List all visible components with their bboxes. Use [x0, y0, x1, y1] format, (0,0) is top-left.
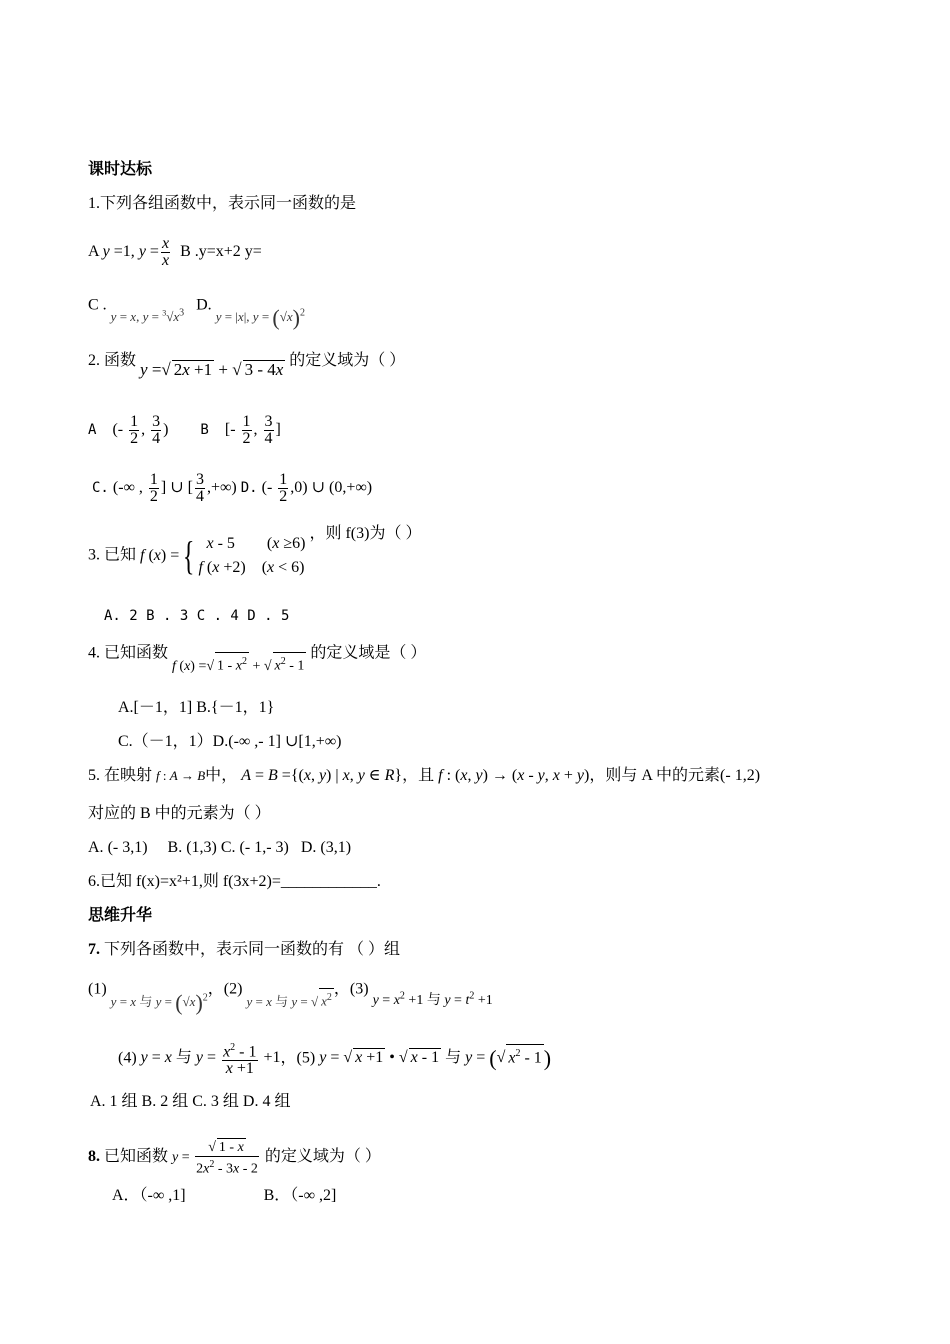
q2-option-b: [- $\frac{1}{2}$ , $\frac{3}{4}$ ] [224, 413, 281, 447]
q2-option-c: (-∞ , $\frac{1}{2}$ ] ∪ [ $\frac{3}{4}$ ,+∞) [112, 471, 237, 505]
q8-function-formula: y = $\frac{√ 1 - x}{2x^2 - 3x - 2}$ [172, 1140, 258, 1177]
q7-item-5-formula: y = √ x +1 • √ x - 1 与 y = (√ $x^2 - 1$) [319, 1045, 552, 1071]
q7-item-3-formula: $y = x^2 +1$ 与 $y = t^2 +1$ [372, 990, 493, 1008]
fraction: $\frac{x}{x}$ [161, 235, 170, 269]
q3-piecewise-formula: f (x) = [140, 547, 180, 564]
question-5-stem: 5. 在映射 f : A → B中， A = B ={(x, y) | x, y ∈ R}，且 f : (x, y) → (x - y, x + y)，则与 A 中的元素(- 1,2) [88, 767, 761, 784]
q2-function-formula: y =√ 2x +1 + √ 3 - 4x [140, 360, 284, 379]
question-2-options-ab: A (- $\frac{1}{2}$ , $\frac{3}{4}$ ) B [- $\frac{1}{2}$ , $\frac{3}{4}$ ] [88, 413, 281, 447]
section-heading-advanced: 思维升华 [88, 907, 153, 924]
q1-option-d-formula: y = |x|, y = (√x)2 [215, 305, 305, 331]
q7-item-4-formula: y = x 与 y = $\frac{x^2 - 1}{x +1}$ +1 [140, 1042, 281, 1078]
question-3-options: A. 2 B . 3 C . 4 D . 5 [104, 608, 290, 624]
q7-item-1-formula: y = x 与 y = (√x)2 [110, 989, 208, 1015]
q1-option-c-formula: y = x, y = 3√x3 [110, 308, 185, 325]
question-5-options: A. (- 3,1) B. (1,3) C. (- 1,- 3) D. (3,1) [88, 839, 352, 856]
question-4-stem: 4. 已知函数 f (x) =√ $1 - x^2$ + √ $x^2 - 1$ 的定义域是（ ） [88, 644, 427, 674]
q8-option-a: A．（-∞ ,1] [112, 1187, 186, 1204]
question-2-stem: 2. 函数 y =√ 2x +1 + √ 3 - 4x 的定义域为（ ） [88, 352, 406, 379]
question-2-options-cd: C. (-∞ , $\frac{1}{2}$ ] ∪ [ $\frac{3}{4}$ ,+∞) D. (- $\frac{1}{2}$ ,0) ∪ (0,+∞) [92, 471, 373, 505]
q4-function-formula: f (x) =√ $1 - x^2$ + √ $x^2 - 1$ [172, 659, 306, 674]
q5-set-formula: A = B ={(x, y) | x, y ∈ R} [241, 767, 403, 784]
question-5-line2: 对应的 B 中的元素为（ ） [88, 805, 271, 822]
q8-option-b: B．（-∞ ,2] [263, 1187, 337, 1204]
q5-mapping-formula: f : (x, y) → (x - y, x + y) [438, 767, 590, 784]
question-7-items-1-3: (1) $_{y = x 与 y = (√x)^2}$，(2) $_{y = x 与 y = √ x^2}$，(3) $y = x^2 +1$ 与 $y = t^2 +1$ [88, 980, 493, 1015]
q2-option-a: (- $\frac{1}{2}$ , $\frac{3}{4}$ ) [112, 413, 169, 447]
question-1-options-ab: A y =1, y = $\frac{x}{x}$ B .y=x+2 y= [88, 235, 262, 269]
question-1-stem: 1.下列各组函数中，表示同一函数的是 [88, 195, 357, 212]
question-4-options-ab: A.[－1，1] B.{－1，1} [118, 699, 275, 716]
question-3-stem: 3. 已知 f (x) ={ x - 5 (x ≥6) f (x +2) (x < 6) ，则 f(3)为（ ） [88, 525, 422, 578]
question-7-options: A. 1 组 B. 2 组 C. 3 组 D. 4 组 [90, 1093, 291, 1110]
question-7-items-4-5: (4) y = x 与 y = $\frac{x^2 - 1}{x +1}$ +1，(5) y = √ x +1 • √ x - 1 与 y = (√ $x^2 - 1$) [118, 1042, 552, 1078]
question-8-options [112, 1186, 336, 1206]
question-8-stem: 8. 已知函数 y = $\frac{√ 1 - x}{2x^2 - 3x - 2}$ 的定义域为（ ） [88, 1140, 381, 1177]
question-4-options-cd: C.（－1，1）D.(-∞ ,- 1] ∪[1,+∞) [118, 733, 342, 750]
q1-option-a-formula: y =1, y = [102, 243, 159, 261]
q7-item-2-formula: y = x 与 y = √ x2 [246, 994, 333, 1009]
q2-option-d: (- $\frac{1}{2}$ ,0) ∪ (0,+∞) [261, 471, 373, 505]
question-7-stem: 7. 下列各函数中，表示同一函数的有 （ ）组 [88, 941, 401, 958]
question-1-options-cd: C . $_{y = x, y = ^3√x^3}$ D. $_{y = |x|, y = (√x)^2}$ [88, 296, 305, 331]
question-6-stem: 6.已知 f(x)=x²+1,则 f(3x+2)=____________. [88, 873, 381, 890]
section-heading-practice: 课时达标 [88, 161, 153, 178]
